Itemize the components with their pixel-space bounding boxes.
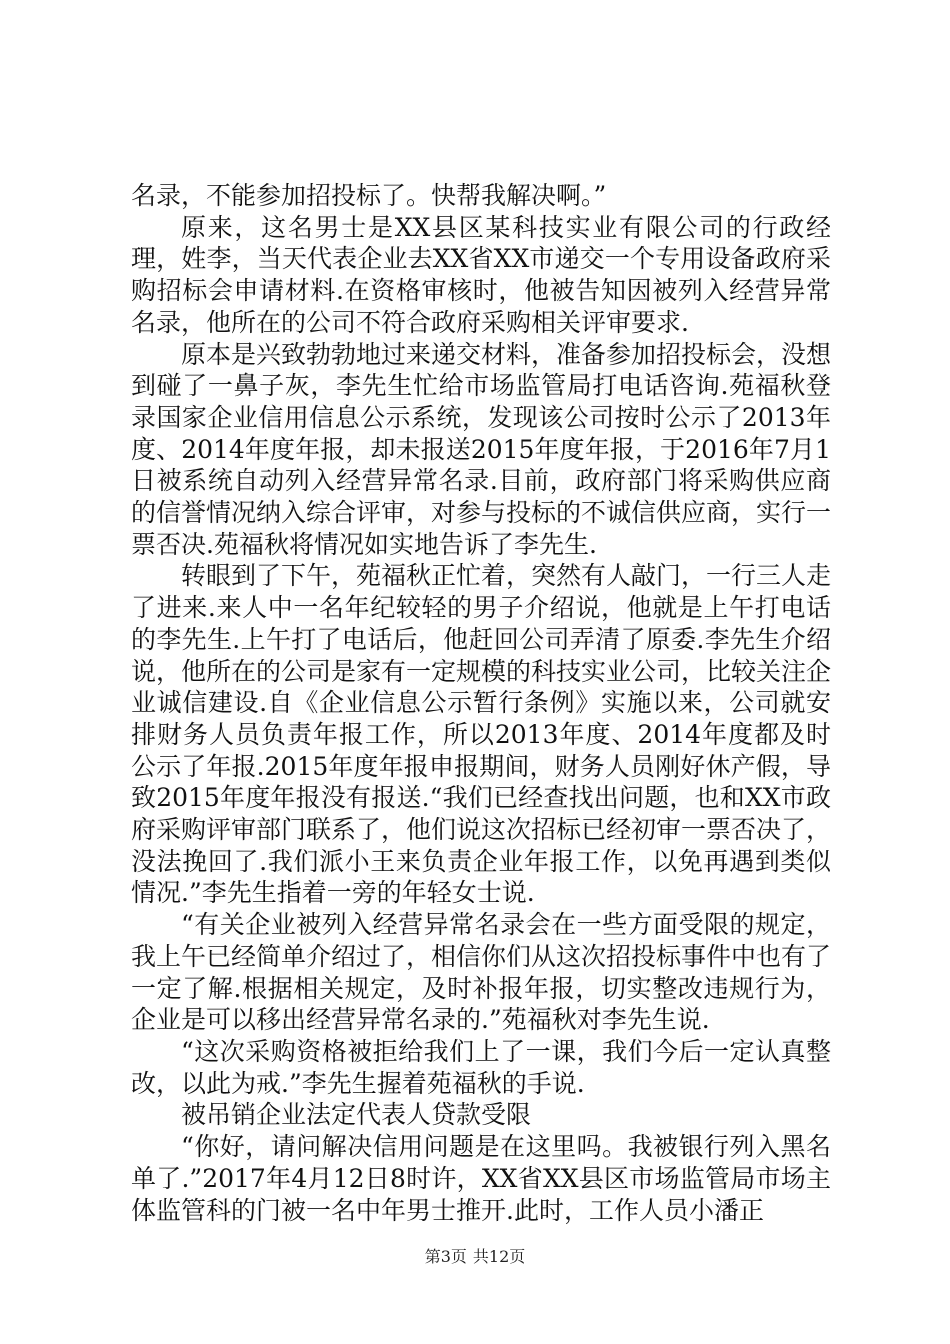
paragraph: “这次采购资格被拒给我们上了一课，我们今后一定认真整改，以此为戒.”李先生握着苑福秋的手说. [131, 1036, 831, 1098]
page-number: 第3页 [424, 1247, 467, 1266]
paragraph: 名录，不能参加招投标了。快帮我解决啊。” [131, 181, 607, 210]
paragraph: 原来，这名男士是XX县区某科技实业有限公司的行政经理，姓李，当天代表企业去XX省XX市递交一个专用设备政府采购招标会申请材料.在资格审核时，他被告知因被列入经营异常名录，他所在的公司不符合政府采购相关评审要求. [131, 212, 831, 337]
document-body [131, 180, 831, 1226]
page-footer [0, 1244, 950, 1267]
paragraph: 原本是兴致勃勃地过来递交材料，准备参加招投标会，没想到碰了一鼻子灰，李先生忙给市场监管局打电话咨询.苑福秋登录国家企业信用信息公示系统，发现该公司按时公示了2013年度、2014年度年报，却未报送2015年度年报，于2016年7月1日被系统自动列入经营异常名录.目前，政府部门将采购供应商的信誉情况纳入综合评审，对参与投标的不诚信供应商，实行一票否决.苑福秋将情况如实地告诉了李先生. [131, 339, 832, 559]
paragraph: “有关企业被列入经营异常名录会在一些方面受限的规定，我上午已经简单介绍过了，相信你们从这次招投标事件中也有了一定了解.根据相关规定，及时补报年报，切实整改违规行为，企业是可以移出经营异常名录的.”苑福秋对李先生说. [131, 910, 832, 1035]
section-heading: 被吊销企业法定代表人贷款受限 [181, 1100, 532, 1130]
paragraph: 转眼到了下午，苑福秋正忙着，突然有人敲门，一行三人走了进来.来人中一名年纪较轻的男子介绍说，他就是上午打电话的李先生.上午打了电话后，他赶回公司弄清了原委.李先生介绍说，他所在的公司是家有一定规模的科技实业公司，比较关注企业诚信建设.自《企业信息公示暂行条例》实施以来，公司就安排财务人员负责年报工作，所以2013年度、2014年度都及时公示了年报.2015年度年报申报期间，财务人员刚好休产假，导致2015年度年报没有报送.“我们已经查找出问题，也和XX市政府采购评审部门联系了，他们说这次招标已经初审一票否决了，没法挽回了.我们派小王来负责企业年报工作，以免再遇到类似情况.”李先生指着一旁的年轻女士说. [131, 561, 832, 908]
page-total: 共12页 [472, 1247, 526, 1266]
paragraph: “你好，请问解决信用问题是在这里吗。我被银行列入黑名单了.”2017年4月12日8时许，XX省XX县区市场监管局市场主体监管科的门被一名中年男士推开.此时，工作人员小潘正 [131, 1132, 831, 1225]
